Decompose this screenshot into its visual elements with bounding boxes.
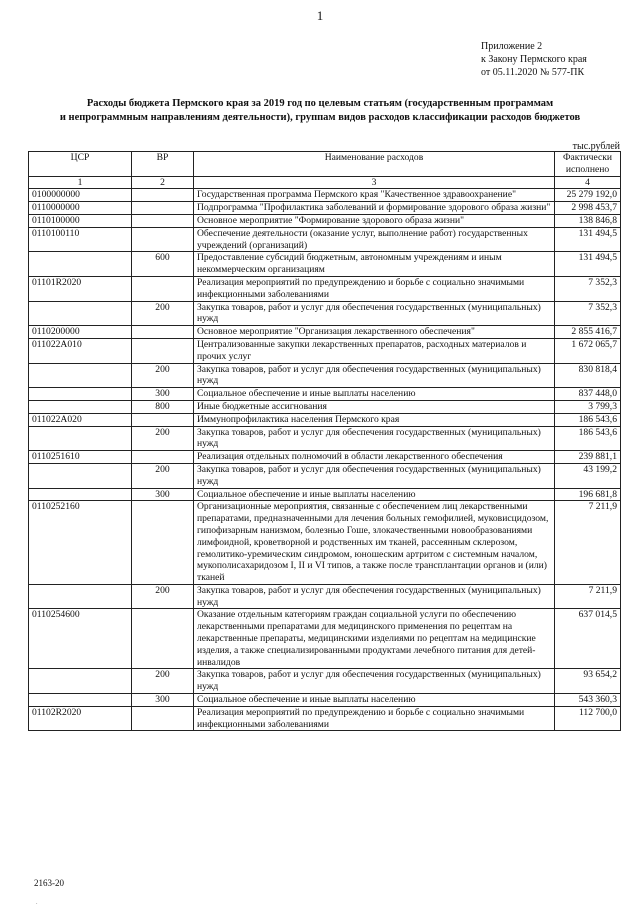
cell-vr — [132, 227, 194, 252]
cell-vr — [132, 501, 194, 585]
cell-csr — [29, 694, 132, 707]
cell-amount: 837 448,0 — [555, 388, 621, 401]
cell-vr — [132, 706, 194, 731]
cell-vr — [132, 451, 194, 464]
cell-vr — [132, 189, 194, 202]
cell-name: Социальное обеспечение и иные выплаты населению — [194, 388, 555, 401]
table-row — [29, 388, 621, 401]
header-vr: ВР — [132, 152, 194, 177]
cell-amount: 93 654,2 — [555, 669, 621, 694]
table-row — [29, 189, 621, 202]
cell-csr: 01101R2020 — [29, 276, 132, 301]
cell-csr: 0110200000 — [29, 326, 132, 339]
cell-csr: 0110254600 — [29, 609, 132, 669]
cell-vr: 200 — [132, 669, 194, 694]
table-row — [29, 202, 621, 215]
cell-vr: 200 — [132, 301, 194, 326]
cell-vr: 300 — [132, 488, 194, 501]
cell-amount: 7 211,9 — [555, 584, 621, 609]
header-amount — [555, 152, 621, 177]
cell-csr — [29, 252, 132, 277]
footer-code: 2163-20 — [34, 878, 64, 888]
column-index: 2 — [132, 176, 194, 189]
cell-name: Реализация мероприятий по предупреждению и борьбе с социально значимыми инфекционными заболеваниями — [194, 706, 555, 731]
column-index: 3 — [194, 176, 555, 189]
cell-vr — [132, 338, 194, 363]
scan-mark: . — [36, 900, 38, 906]
table-row — [29, 694, 621, 707]
column-index: 4 — [555, 176, 621, 189]
appendix-line-1: Приложение 2 — [481, 41, 543, 52]
cell-name: Реализация мероприятий по предупреждению и борьбе с социально значимыми инфекционными заболеваниями — [194, 276, 555, 301]
table-row — [29, 363, 621, 388]
appendix-line-2: к Закону Пермского края — [481, 54, 587, 65]
cell-csr — [29, 669, 132, 694]
cell-csr: 0110000000 — [29, 202, 132, 215]
cell-csr — [29, 301, 132, 326]
cell-csr — [29, 388, 132, 401]
cell-name: Закупка товаров, работ и услуг для обеспечения государственных (муниципальных) нужд — [194, 301, 555, 326]
cell-csr: 0110100000 — [29, 214, 132, 227]
cell-name: Реализация отдельных полномочий в области лекарственного обеспечения — [194, 451, 555, 464]
header-amount-line-1: Фактически — [562, 152, 613, 163]
cell-csr: 0110251610 — [29, 451, 132, 464]
header-csr: ЦСР — [29, 152, 132, 177]
cell-amount: 239 881,1 — [555, 451, 621, 464]
cell-name: Иммунопрофилактика населения Пермского края — [194, 413, 555, 426]
cell-csr: 0110100110 — [29, 227, 132, 252]
cell-amount: 2 855 416,7 — [555, 326, 621, 339]
table-row — [29, 451, 621, 464]
expenses-table — [28, 151, 621, 731]
cell-csr: 01102R2020 — [29, 706, 132, 731]
title-line-1: Расходы бюджета Пермского края за 2019 год по целевым статьям (государственным программам — [86, 98, 554, 109]
cell-vr: 200 — [132, 363, 194, 388]
cell-csr — [29, 363, 132, 388]
table-row — [29, 488, 621, 501]
cell-name: Подпрограмма "Профилактика заболеваний и формирование здорового образа жизни" — [194, 202, 555, 215]
cell-vr — [132, 202, 194, 215]
table-row — [29, 669, 621, 694]
cell-name: Закупка товаров, работ и услуг для обеспечения государственных (муниципальных) нужд — [194, 426, 555, 451]
cell-name: Социальное обеспечение и иные выплаты населению — [194, 488, 555, 501]
cell-vr — [132, 413, 194, 426]
cell-vr: 800 — [132, 400, 194, 413]
page-number: 1 — [316, 8, 324, 23]
appendix-line-3: от 05.11.2020 № 577-ПК — [481, 67, 585, 78]
cell-amount: 637 014,5 — [555, 609, 621, 669]
cell-amount: 131 494,5 — [555, 227, 621, 252]
cell-vr — [132, 326, 194, 339]
cell-name: Основное мероприятие "Организация лекарственного обеспечения" — [194, 326, 555, 339]
cell-name: Организационные мероприятия, связанные с обеспечением лиц лекарственными препаратами, предназначенными для лечения больных гемофилией, муковисцидозом, гипофизарным нанизмом, болезнью Гоше, злокачественными новообразованиями лимфоидной, кроветворной и родственных им тканей, рассеянным склерозом, гемолитико-уремическим синдромом, юношеским артритом с системным началом, мукополисахаридозом I, II и VI типов, а также после трансплантации органов и (или) тканей — [194, 501, 555, 585]
table-row — [29, 301, 621, 326]
cell-csr — [29, 488, 132, 501]
cell-vr: 300 — [132, 694, 194, 707]
cell-name: Основное мероприятие "Формирование здорового образа жизни" — [194, 214, 555, 227]
cell-amount: 186 543,6 — [555, 426, 621, 451]
cell-amount: 7 352,3 — [555, 276, 621, 301]
cell-amount: 830 818,4 — [555, 363, 621, 388]
cell-amount: 43 199,2 — [555, 463, 621, 488]
cell-vr: 200 — [132, 426, 194, 451]
appendix-note — [481, 40, 587, 79]
cell-name: Государственная программа Пермского края "Качественное здравоохранение" — [194, 189, 555, 202]
cell-amount: 1 672 065,7 — [555, 338, 621, 363]
cell-name: Социальное обеспечение и иные выплаты населению — [194, 694, 555, 707]
cell-name: Закупка товаров, работ и услуг для обеспечения государственных (муниципальных) нужд — [194, 669, 555, 694]
table-row — [29, 326, 621, 339]
cell-vr: 300 — [132, 388, 194, 401]
table-row — [29, 400, 621, 413]
cell-name: Предоставление субсидий бюджетным, автономным учреждениям и иным некоммерческим организациям — [194, 252, 555, 277]
cell-csr: 011022A020 — [29, 413, 132, 426]
table-row — [29, 214, 621, 227]
cell-csr — [29, 463, 132, 488]
cell-amount: 131 494,5 — [555, 252, 621, 277]
cell-amount: 196 681,8 — [555, 488, 621, 501]
column-index-row — [29, 176, 621, 189]
table-row — [29, 706, 621, 731]
cell-amount: 3 799,3 — [555, 400, 621, 413]
cell-vr — [132, 276, 194, 301]
table-row — [29, 501, 621, 585]
cell-amount: 543 360,3 — [555, 694, 621, 707]
cell-csr — [29, 426, 132, 451]
cell-name: Оказание отдельным категориям граждан социальной услуги по обеспечению лекарственными препаратами для медицинского применения по рецептам на лекарственные препараты, медицинскими изделиями по рецептам на медицинские изделия, а также специализированными продуктами лечебного питания для детей-инвалидов — [194, 609, 555, 669]
cell-csr — [29, 400, 132, 413]
cell-amount: 7 211,9 — [555, 501, 621, 585]
units-label: тыс.рублей — [572, 141, 620, 152]
cell-name: Централизованные закупки лекарственных препаратов, расходных материалов и прочих услуг — [194, 338, 555, 363]
table-row — [29, 584, 621, 609]
header-amount-line-2: исполнено — [565, 163, 610, 175]
table-row — [29, 252, 621, 277]
table-row — [29, 609, 621, 669]
cell-csr — [29, 584, 132, 609]
cell-vr — [132, 609, 194, 669]
cell-vr — [132, 214, 194, 227]
cell-amount: 25 279 192,0 — [555, 189, 621, 202]
cell-name: Закупка товаров, работ и услуг для обеспечения государственных (муниципальных) нужд — [194, 584, 555, 609]
cell-csr: 011022A010 — [29, 338, 132, 363]
table-row — [29, 413, 621, 426]
cell-amount: 7 352,3 — [555, 301, 621, 326]
table-row — [29, 276, 621, 301]
cell-vr: 200 — [132, 584, 194, 609]
column-index: 1 — [29, 176, 132, 189]
cell-name: Иные бюджетные ассигнования — [194, 400, 555, 413]
table-row — [29, 463, 621, 488]
header-name: Наименование расходов — [194, 152, 555, 177]
cell-csr: 0100000000 — [29, 189, 132, 202]
cell-csr: 0110252160 — [29, 501, 132, 585]
cell-vr: 200 — [132, 463, 194, 488]
table-row — [29, 227, 621, 252]
cell-amount: 112 700,0 — [555, 706, 621, 731]
cell-name: Закупка товаров, работ и услуг для обеспечения государственных (муниципальных) нужд — [194, 463, 555, 488]
cell-vr: 600 — [132, 252, 194, 277]
cell-name: Обеспечение деятельности (оказание услуг, выполнение работ) государственных учреждений (организаций) — [194, 227, 555, 252]
cell-amount: 2 998 453,7 — [555, 202, 621, 215]
header-row — [29, 152, 621, 177]
table-row — [29, 426, 621, 451]
cell-amount: 138 846,8 — [555, 214, 621, 227]
table-row — [29, 338, 621, 363]
title-line-2: и непрограммным направлениям деятельности), группам видов расходов классификации расходов бюджетов — [59, 112, 581, 123]
document-title — [20, 97, 620, 125]
cell-amount: 186 543,6 — [555, 413, 621, 426]
cell-name: Закупка товаров, работ и услуг для обеспечения государственных (муниципальных) нужд — [194, 363, 555, 388]
